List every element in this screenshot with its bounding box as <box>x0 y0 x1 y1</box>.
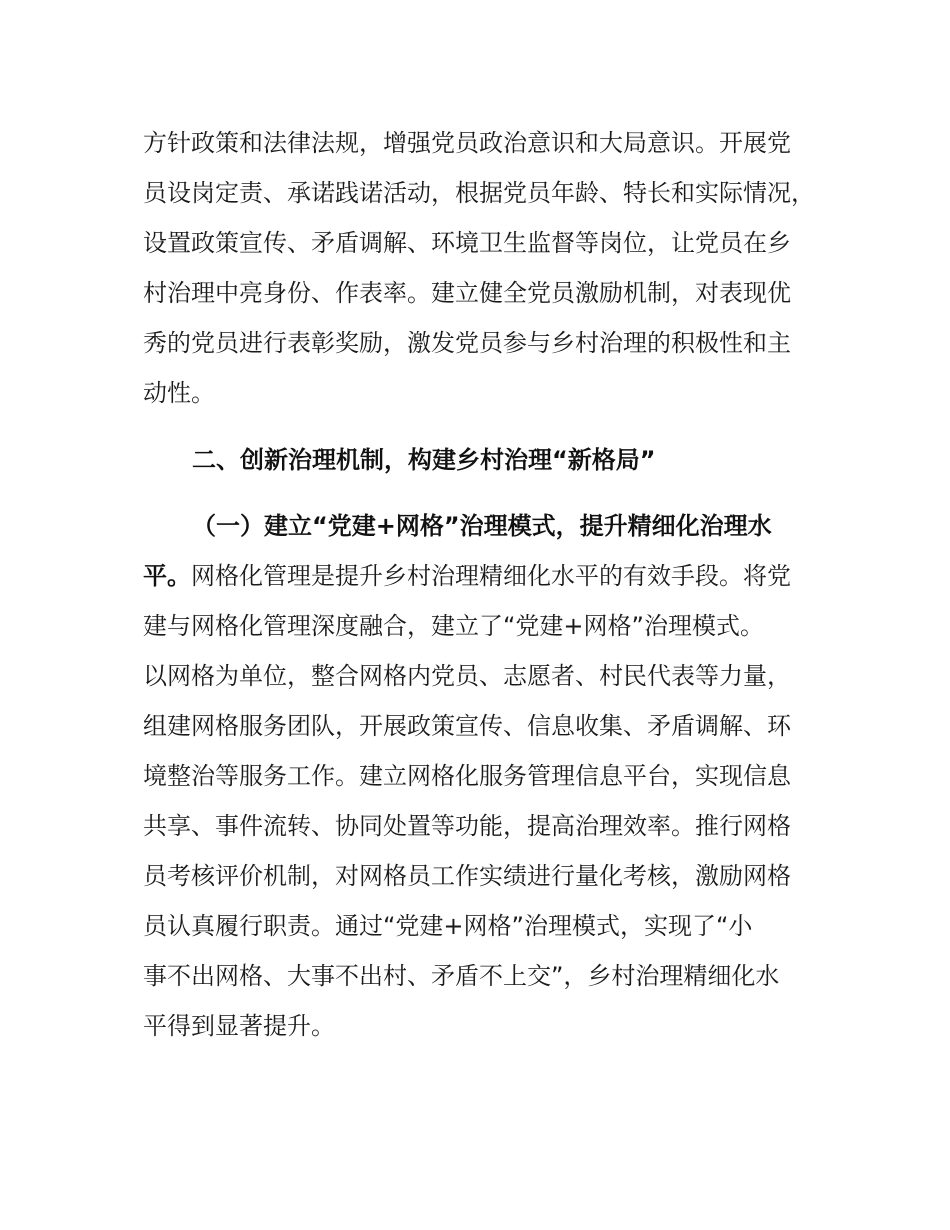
paragraph-line: 方针政策和法律法规，增强党员政治意识和大局意识。开展党 <box>143 129 791 157</box>
paragraph-line: 事不出网格、大事不出村、矛盾不上交”，乡村治理精细化水 <box>143 962 780 990</box>
subsection-heading-end: 平。 <box>143 562 191 590</box>
paragraph-line: 设置政策宣传、矛盾调解、环境卫生监督等岗位，让党员在乡 <box>143 229 791 257</box>
section-heading: 二、创新治理机制，构建乡村治理“新格局” <box>192 446 656 474</box>
paragraph-line: 村治理中亮身份、作表率。建立健全党员激励机制，对表现优 <box>143 279 791 307</box>
paragraph-line: 员认真履行职责。通过“党建+网格”治理模式，实现了“小 <box>143 912 753 940</box>
paragraph-line: 员考核评价机制，对网格员工作实绩进行量化考核，激励网格 <box>143 862 791 890</box>
paragraph-line: 动性。 <box>143 379 215 407</box>
paragraph-line: 组建网格服务团队，开展政策宣传、信息收集、矛盾调解、环 <box>143 712 791 740</box>
paragraph-line: 平得到显著提升。 <box>143 1012 335 1040</box>
paragraph-line: 秀的党员进行表彰奖励，激发党员参与乡村治理的积极性和主 <box>143 329 791 357</box>
paragraph-line: 共享、事件流转、协同处置等功能，提高治理效率。推行网格 <box>143 812 791 840</box>
paragraph-line: 境整治等服务工作。建立网格化服务管理信息平台，实现信息 <box>143 762 791 790</box>
paragraph-line <box>143 561 791 591</box>
paragraph-line: 以网格为单位，整合网格内党员、志愿者、村民代表等力量， <box>143 662 791 690</box>
paragraph-text: 网格化管理是提升乡村治理精细化水平的有效手段。将党 <box>191 562 791 590</box>
paragraph-line: 建与网格化管理深度融合，建立了“党建+网格”治理模式。 <box>143 612 764 640</box>
paragraph-line: 员设岗定责、承诺践诺活动，根据党员年龄、特长和实际情况， <box>143 179 815 207</box>
subsection-heading: （一）建立“党建+网格”治理模式，提升精细化治理水 <box>192 512 772 540</box>
